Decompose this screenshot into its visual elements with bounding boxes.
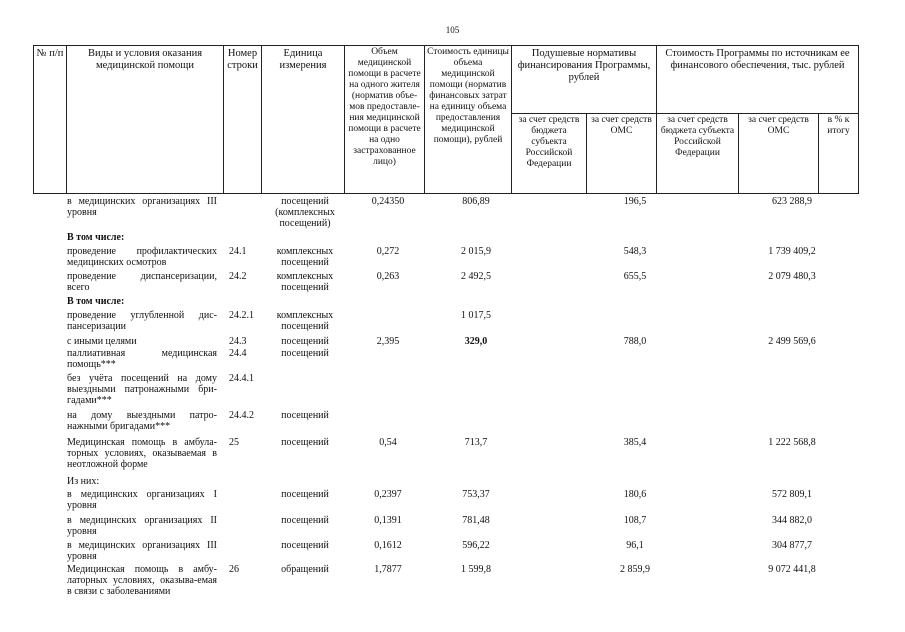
row-cost: 1 017,5 — [461, 310, 491, 321]
row-unit: обращений — [281, 564, 329, 575]
row-volume: 2,395 — [376, 336, 400, 347]
row-line: 24.4 — [229, 348, 247, 359]
row-name: Медицинская помощь в амбу-латорных условиях, оказыва-емая в связи с заболеваниями — [67, 564, 217, 597]
row-cost: 596,22 — [462, 540, 490, 551]
row-name: Из них: — [67, 476, 100, 487]
row-norm-oms: 196,5 — [623, 196, 647, 207]
row-line: 24.1 — [229, 246, 247, 257]
row-norm-oms: 385,4 — [623, 437, 647, 448]
row-unit: комплексных посещений — [276, 246, 334, 268]
row-name: паллиативная медицинская помощь*** — [67, 348, 217, 370]
row-norm-oms: 2 859,9 — [620, 564, 650, 575]
row-unit: посещений — [281, 410, 329, 421]
header-volume: Объем медицинской помощи в расчете на одного жителя (норматив объе-мов предоставле-ния медицинской помощи в расчете на одно застрахованное лицо) — [345, 46, 425, 194]
header-program-pct: в % к итогу — [819, 114, 859, 194]
row-cost: 713,7 — [464, 437, 488, 448]
row-line: 25 — [229, 437, 239, 448]
row-total-oms: 9 072 441,8 — [768, 564, 816, 575]
row-line: 24.4.1 — [229, 373, 254, 384]
row-norm-oms: 788,0 — [623, 336, 647, 347]
row-line: 26 — [229, 564, 239, 575]
header-line: Номер строки — [224, 46, 262, 194]
row-cost: 329,0 — [464, 336, 488, 347]
row-unit: посещений — [281, 348, 329, 359]
row-total-oms: 572 809,1 — [772, 489, 812, 500]
row-volume: 0,24350 — [371, 196, 405, 207]
header-cost: Стоимость единицы объема медицинской помощи (норматив финансовых затрат на единицу объема предоставления медицинской помощи), рублей — [425, 46, 512, 194]
row-unit: посещений — [281, 489, 329, 500]
row-name: в медицинских организациях II уровня — [67, 515, 217, 537]
row-name: без учёта посещений на дому выездными патронажными бри-гадами*** — [67, 373, 217, 406]
row-volume: 1,7877 — [374, 564, 402, 575]
row-name: проведение профилактических медицинских осмотров — [67, 246, 217, 268]
row-total-oms: 1 222 568,8 — [768, 437, 816, 448]
row-cost: 2 015,9 — [461, 246, 491, 257]
header-program-budget: за счет средств бюджета субъекта Российской Федерации — [657, 114, 739, 194]
row-cost: 806,89 — [462, 196, 490, 207]
row-unit: посещений — [281, 336, 329, 347]
row-total-oms: 623 288,9 — [772, 196, 812, 207]
header-norms: Подушевые нормативы финансирования Программы, рублей — [512, 46, 657, 114]
row-norm-oms: 655,5 — [623, 271, 647, 282]
row-name: в медицинских организациях III уровня — [67, 540, 217, 562]
row-cost: 781,48 — [462, 515, 490, 526]
header-num: № п/п — [34, 46, 67, 194]
row-line: 24.2.1 — [229, 310, 254, 321]
row-unit: посещений — [281, 540, 329, 551]
row-line: 24.4.2 — [229, 410, 254, 421]
row-unit: комплексных посещений — [276, 271, 334, 293]
row-volume: 0,1391 — [374, 515, 402, 526]
row-unit: посещений — [281, 515, 329, 526]
row-volume: 0,263 — [376, 271, 400, 282]
row-volume: 0,1612 — [374, 540, 402, 551]
row-name: в медицинских организациях III уровня — [67, 196, 217, 218]
header-program: Стоимость Программы по источникам ее финансового обеспечения, тыс. рублей — [657, 46, 859, 114]
row-cost: 2 492,5 — [461, 271, 491, 282]
row-total-oms: 344 882,0 — [772, 515, 812, 526]
row-volume: 0,54 — [379, 437, 397, 448]
row-name: В том числе: — [67, 296, 125, 307]
page-number: 105 — [445, 25, 460, 35]
header-norms-oms: за счет средств ОМС — [587, 114, 657, 194]
row-name: Медицинская помощь в амбула-торных условиях, оказываемая в неотложной форме — [67, 437, 217, 470]
row-cost: 753,37 — [462, 489, 490, 500]
row-line: 24.2 — [229, 271, 247, 282]
row-unit: посещений — [281, 437, 329, 448]
row-cost: 1 599,8 — [461, 564, 491, 575]
row-total-oms: 2 499 569,6 — [768, 336, 816, 347]
row-norm-oms: 108,7 — [623, 515, 647, 526]
row-norm-oms: 548,3 — [623, 246, 647, 257]
row-name: с иными целями — [67, 336, 137, 347]
header-kind: Виды и условия оказания медицинской помощи — [67, 46, 224, 194]
row-volume: 0,272 — [376, 246, 400, 257]
row-name: в медицинских организациях I уровня — [67, 489, 217, 511]
row-volume: 0,2397 — [374, 489, 402, 500]
row-norm-oms: 180,6 — [623, 489, 647, 500]
header-program-oms: за счет средств ОМС — [739, 114, 819, 194]
row-total-oms: 2 079 480,3 — [768, 271, 816, 282]
row-name: проведение диспансеризации, всего — [67, 271, 217, 293]
header-unit: Единица измерения — [262, 46, 345, 194]
row-total-oms: 304 877,7 — [772, 540, 812, 551]
row-name: на дому выездными патро-нажными бригадами*** — [67, 410, 217, 432]
row-name: В том числе: — [67, 232, 125, 243]
row-total-oms: 1 739 409,2 — [768, 246, 816, 257]
header-norms-budget: за счет средств бюджета субъекта Российской Федерации — [512, 114, 587, 194]
row-name: проведение углубленной дис-пансеризации — [67, 310, 217, 332]
row-norm-oms: 96,1 — [626, 540, 644, 551]
row-unit: комплексных посещений — [276, 310, 334, 332]
row-line: 24.3 — [229, 336, 247, 347]
row-unit: посещений (комплексных посещений) — [275, 196, 335, 229]
